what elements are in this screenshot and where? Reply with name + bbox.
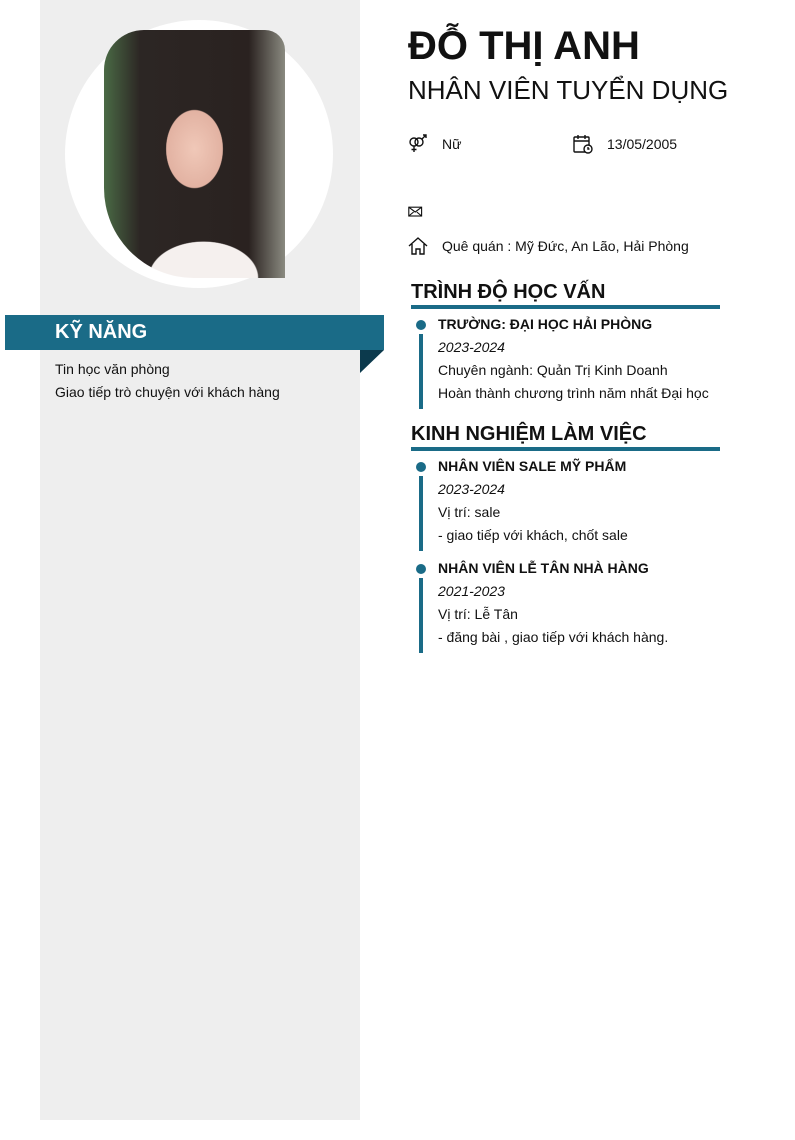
entry-date: 2021-2023 <box>438 583 505 599</box>
skills-list <box>55 358 280 404</box>
entry-line: - đăng bài , giao tiếp với khách hàng. <box>438 629 669 645</box>
entry-date: 2023-2024 <box>438 481 505 497</box>
entry-line: Vị trí: Lễ Tân <box>438 606 518 622</box>
timeline-line <box>419 334 423 409</box>
gender-value: Nữ <box>442 136 462 152</box>
gender-icon <box>408 134 428 154</box>
hometown-info <box>408 236 689 256</box>
timeline-line <box>419 578 423 653</box>
gender-info <box>408 134 461 154</box>
timeline-line <box>419 476 423 551</box>
education-heading: TRÌNH ĐỘ HỌC VẤN <box>411 281 720 309</box>
entry-title: NHÂN VIÊN LỄ TÂN NHÀ HÀNG <box>438 560 649 576</box>
ribbon-fold <box>360 350 384 373</box>
skill-item: Tin học văn phòng <box>55 361 170 377</box>
entry-line: - giao tiếp với khách, chốt sale <box>438 527 628 543</box>
birthday-value: 13/05/2005 <box>607 136 678 152</box>
calendar-icon <box>573 134 593 154</box>
entry-line: Hoàn thành chương trình năm nhất Đại học <box>438 385 709 401</box>
timeline-dot <box>416 564 426 574</box>
job-title: NHÂN VIÊN TUYỂN DỤNG <box>408 75 729 105</box>
timeline-dot <box>416 320 426 330</box>
mail-icon <box>408 202 424 222</box>
home-icon <box>408 236 428 256</box>
email-info <box>408 202 438 222</box>
experience-entry <box>416 455 726 547</box>
entry-line: Chuyên ngành: Quản Trị Kinh Doanh <box>438 362 668 378</box>
timeline-dot <box>416 462 426 472</box>
entry-title: NHÂN VIÊN SALE MỸ PHẨM <box>438 458 627 474</box>
entry-title: TRƯỜNG: ĐẠI HỌC HẢI PHÒNG <box>438 316 653 332</box>
hometown-value: Quê quán : Mỹ Đức, An Lão, Hải Phòng <box>442 238 689 254</box>
experience-entry <box>416 557 726 649</box>
candidate-name: ĐỖ THỊ ANH <box>408 24 640 68</box>
avatar-photo <box>104 30 285 278</box>
entry-line: Vị trí: sale <box>438 504 501 520</box>
skill-item: Giao tiếp trò chuyện với khách hàng <box>55 384 280 400</box>
skills-heading: KỸ NĂNG <box>5 315 384 350</box>
birthday-info <box>573 134 677 154</box>
entry-date: 2023-2024 <box>438 339 505 355</box>
education-entry <box>416 313 726 405</box>
experience-heading: KINH NGHIỆM LÀM VIỆC <box>411 423 720 451</box>
